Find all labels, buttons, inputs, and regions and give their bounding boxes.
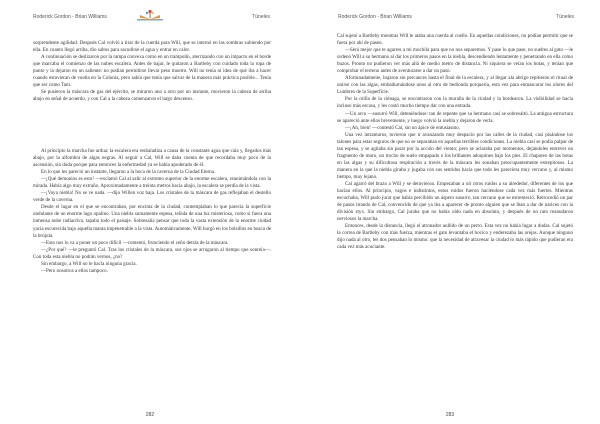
paragraph: Entonces, desde la distancia, llegó el atronador aullido de un perro. Esta vez no había lugar a dudas. Cal sujetó la correa de Bartleby con más fuerza, mientras el gato levantaba el hocico y enderezaba las orejas. Aunque ninguno dijo nada al otro, les dos pensaban lo mismo: que la necesidad de atravesar la ciudad lo más rápido que pudieran era cada vez más acuciante. — [337, 223, 573, 251]
paragraph: Afortunadamente, bajaron sin percances hasta el final de la escalera, y al llegar ala abrigo repitieron el ritual de unirse con las algas, embadurnándose unos al otro de hedionda porquería, esta vez para enmascarar los olores del Lumbres de la Superficie. — [337, 75, 573, 96]
paragraph: Una vez intramuros, tuvieron que ir avanzando muy despacio por las calles de la ciudad, casi pisándose los talones para estar seguros de que no se separaban en aquellas terribles condiciones. La niebla casi se podía palpar de tan espesa, y se agitaba sin parar por la acción del viento; pero se aclaraba por momentos, dejándoles entrever un fragmento de muro, un trocho de suelo empapado o los brillantes adoquines bajo los pies. El chapoteo de las botas en las algas y su dificultosa respiración a través de la máscara les sonaban preocupantemente estrepitosos. La manera en la que la niebla giraba y jugaba con sus sentidos hacía que todo les pareciera muy cercano y, al mismo tiempo, muy lejano. — [337, 131, 573, 180]
running-header-authors: Roderick Gordon - Brian Williams — [33, 14, 107, 20]
paragraph: —¡Ah, bien! —contestó Cal, sin un ápice de entusiasmo. — [345, 124, 461, 131]
paragraph: —Pero nosotros a ellos tampoco. — [41, 267, 108, 274]
running-header-title: Túneles — [252, 14, 270, 20]
running-header-authors: Roderick Gordon - Brian Williams — [338, 14, 412, 20]
paragraph: Desde el lugar en el que se encontraban, por encima de la ciudad, contemplaban lo que parecía la superficie ondulante de un enorme lago opalino. Una niebla sumamente espesa, teñida de una luz misteriosa, como si fuera una inmensa nube radiactiva, tapaba todo el paisaje. Sobresalía pensar que toda la vasta extensión de la enorme ciudad yacía escurecida bajo aquella manta impenetrable a la vista. Automáticamente, Will hurgó en los bolsillos en busca de la brújula. — [33, 204, 271, 239]
paragraph: —¡Qué demonios es esto! —exclamó Cal al salir al extremo superior de la enorme escalera, reanimándola con la mirada. Había algo muy extraño. Aproximadamente a treinta metros hacia abajo, la escalera se perdía de la vista. — [33, 176, 271, 190]
page-number: 282 — [145, 412, 155, 418]
paragraph: —Será mejor que te agarres a mi mochila para que no nos separemos. Y pase lo que pase, no sueltes al gato —le ordenó Will a su hermano al dar los primeros pasos en la niebla, descendiendo lentamente y penetrando en ella como buzos. Pronto no pudieron ver más allá de medio metro de distancia. Ni siquiera se veían los botas, y tenían que comprobar el terreno antes de aventurarse a dar un paso. — [337, 47, 573, 75]
paragraph: Por la orilla de la ciénaga, se encontraron con la muralla de la ciudad y la bordearon. La visibilidad se hacía incluso más escasa, y les costó mucho tiempo dar con una entrada. — [337, 96, 573, 110]
paragraph: —Esto nos lo va a poner un poco difícil —comentó, frunciendo el ceño detrás de la máscara. — [41, 239, 229, 246]
page-number: 283 — [445, 412, 455, 418]
paragraph: En lo que les pareció un instante, llegaron a la boca de la caverna de la Ciudad Eterna. — [41, 169, 216, 176]
right-page — [300, 0, 600, 424]
paragraph: —Un arco —susurró Will, deteniéndose: tan de repente que su hermano casi se sobresaltó. La antigua estructura se apareció ante ellos brevemente, y luego volvió la niebla y dejaron de verla. — [337, 110, 573, 124]
paragraph: A continuación se deslizaron por la rampa convexa como en un trampolín, aterrizando con un impacto en el borde que marcaba el comienzo de las nubes escalera. Antes de bajar, le quitaron a Bartleby con cuidado toda la ropa de punto y la dejaron en un saliente: no podían permitirse llevar peso muerto. Will no tenía ni idea de qué iba a hacer cuando estuvieran de vuelta en la Colonia, pero sabía que tenía que salvar de la manera más práctica posible... Tenía que ser como Tam. — [33, 54, 271, 89]
book-logo-icon — [137, 9, 163, 21]
paragraph: Cal agarró del brazo a Will y se detuvieron. Empezaban a oír otros ruidos a su alrededor, diferentes de los que hacían ellos. Al principio, vagos e indistintos, estos ruidos fueron haciéndose cada vez más fuertes. Mientras escuchaba, Will pudo jurar que había percibido un áspero susurro, tan cercano que se estremeció. Retrocedió un par de pasos tirando de Cal, convencido de que ya iba a aparecer de pronto alguien que se lban a dar de narices con la división styx. Sin embargo, Cal juraba que no había oído nada en absoluto, y después de un rato reanudaron nerviosos la marcha. — [337, 180, 573, 223]
left-text-block-1 — [33, 40, 271, 103]
left-text-block-2 — [33, 148, 271, 275]
paragraph: sorprendente agilidad. Después Cal volvió a tirar de la cuerda para Will, que se internó en las sombras subiendo por ella. En cuanto llegó arriba, dio saltos para sacudirse el agua y entrar en calor. — [33, 40, 271, 54]
right-text-block — [337, 33, 573, 251]
paragraph: —¡Vaya niebla! No se ve nada. —dijo Willen voz baja. Los cristales de la máscara de gas reflejaban el destello verde de la caverna. — [33, 190, 271, 204]
paragraph: Sin embargo, a Will no le hacía ninguna gracia. — [41, 260, 137, 267]
paragraph: —¿Por qué? —le preguntó Cal. Tras los cristales de la máscara, sus ojos se arrugaron al tiempo que sonreía—. Con toda esta niebla no podrán vernos, ¿no? — [33, 246, 271, 260]
paragraph: Se pusieron la máscara de gas del ejército, se miraron uno a otro por un instante, movieron la cabeza de arriba abajo en señal de acuerdo, y con Cal a la cabeza comenzaron el largo descenso. — [33, 89, 271, 103]
paragraph: Cal sujetó a Bartleby mientras Will le ataba una cuerda al cuello. En aquellas condiciones, no podían permitir que se fuera por ahí de paseo. — [337, 33, 573, 47]
paragraph: Al principio la marcha fue ardua: la escalera era resbaladiza a causa de la constante agua que caía y, llegados más abajo, por la alfombra de algas negras. Al seguir a Cal, Will se daba cuenta de que recordaba muy poco de la ascensión, sin duda porque para entonces la enfermedad ya se había apoderado de él. — [33, 148, 271, 169]
running-header-title: Túneles — [556, 14, 574, 20]
